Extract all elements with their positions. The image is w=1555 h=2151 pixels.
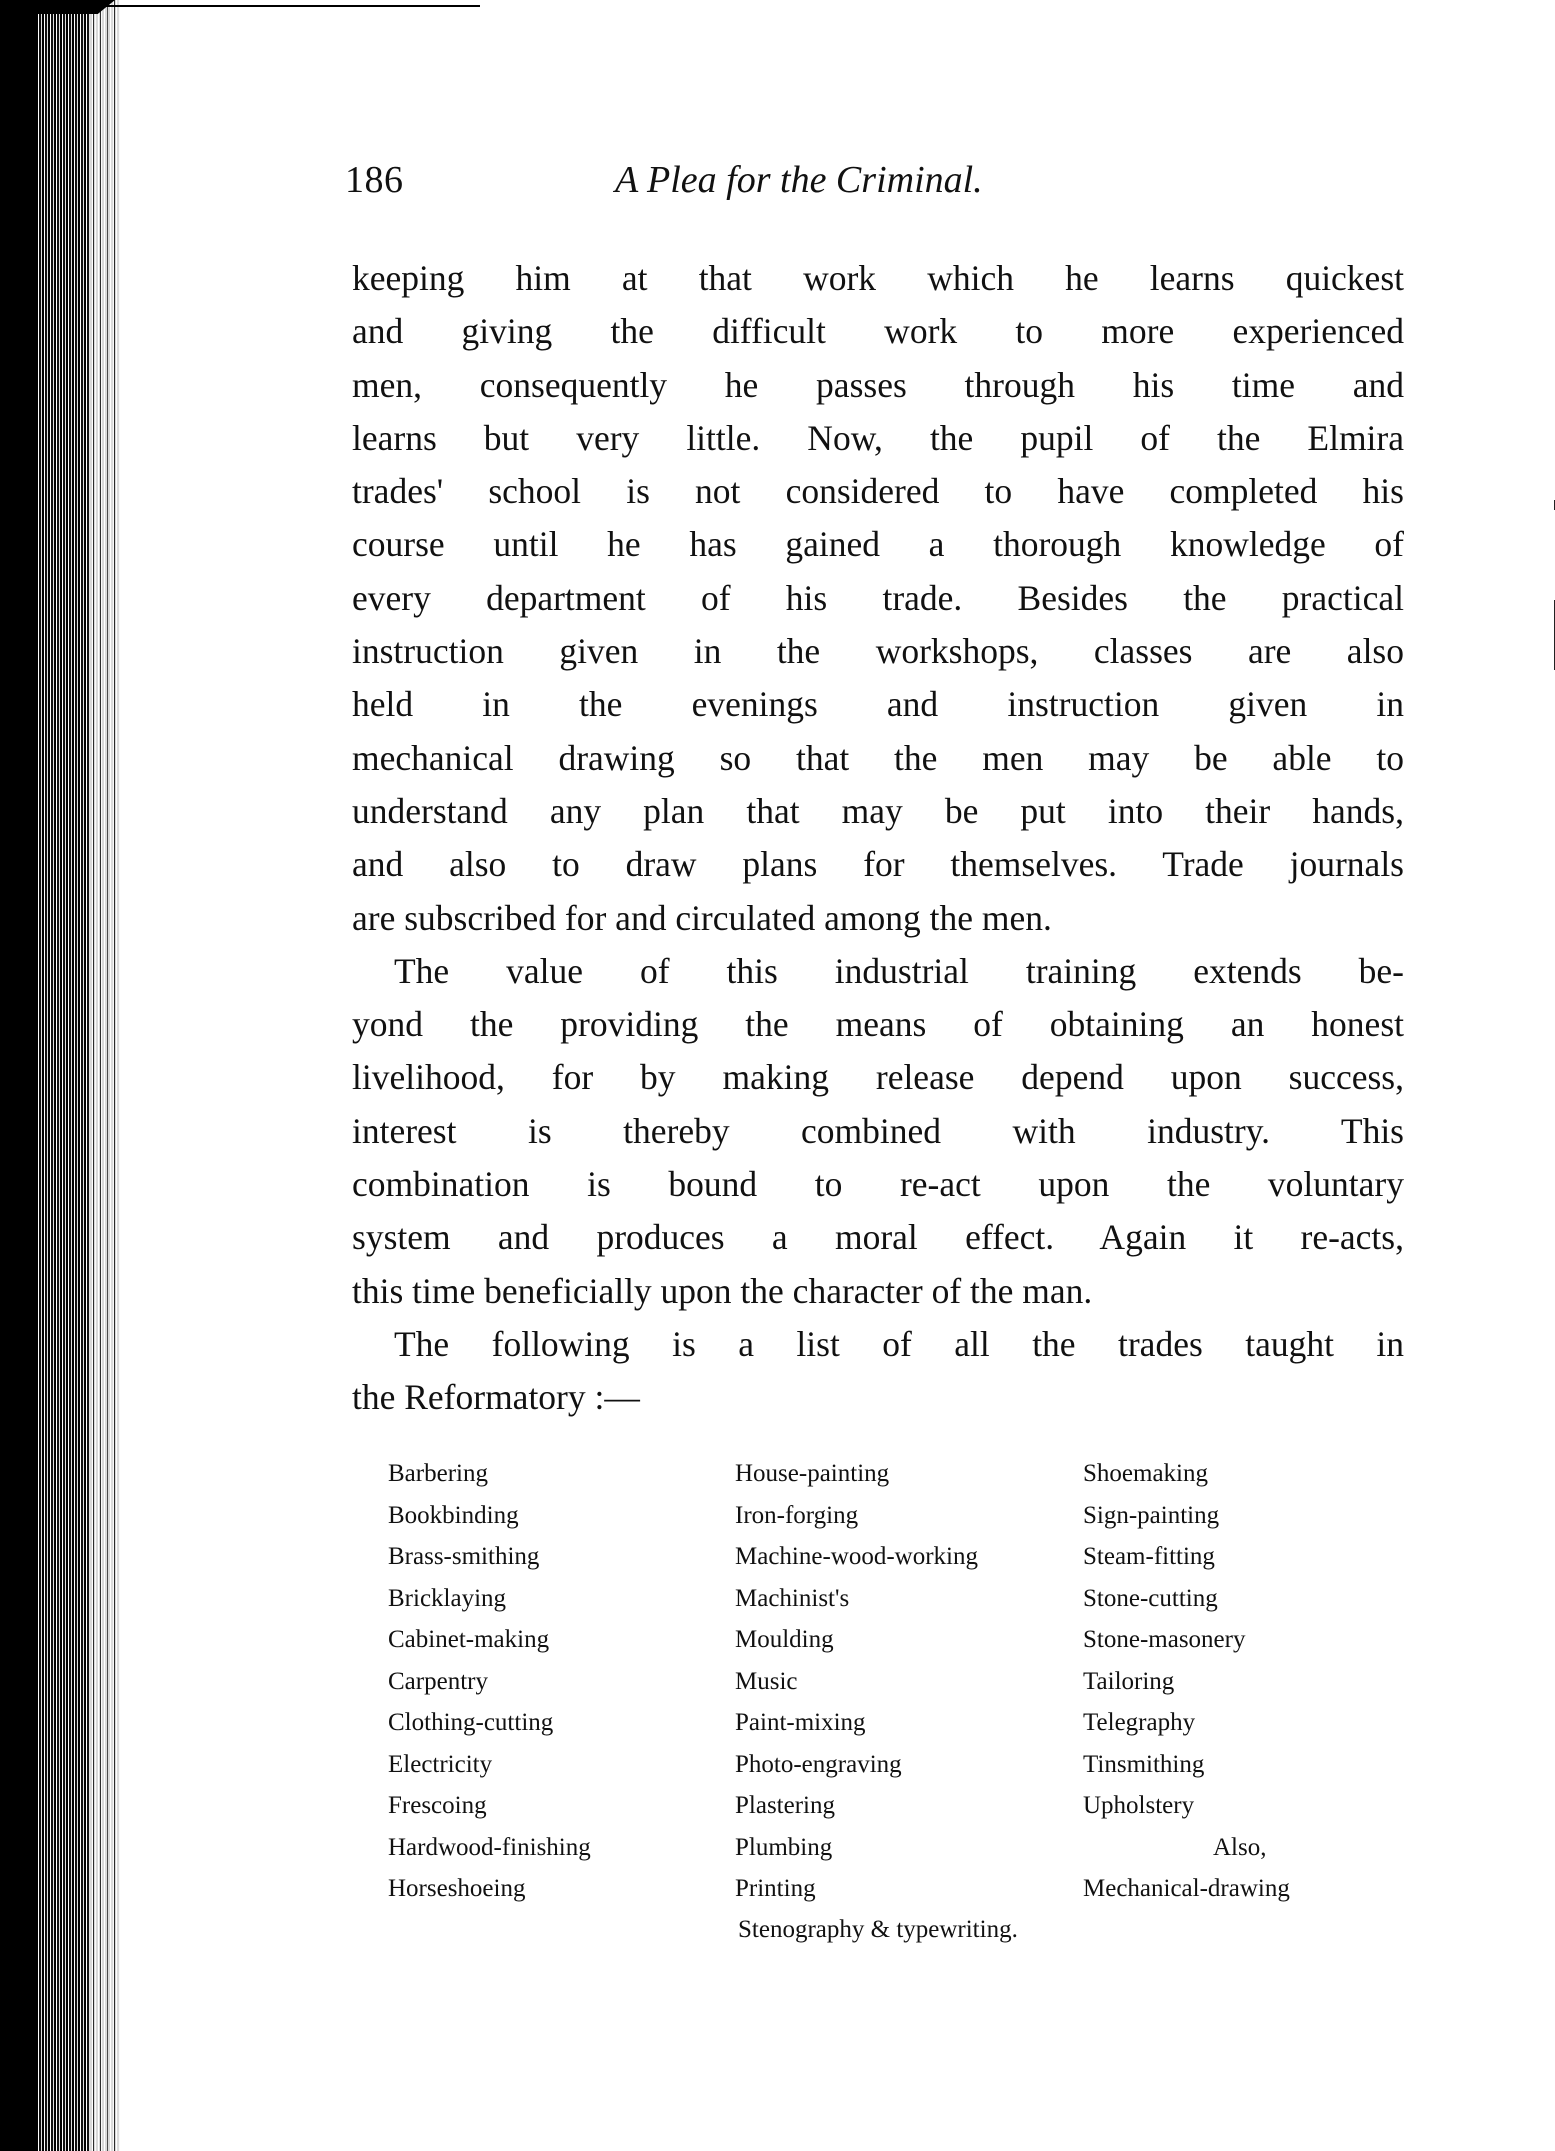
text-line: instruction given in the workshops, classes are also bbox=[352, 631, 1404, 672]
text-line: trades' school is not considered to have completed his bbox=[352, 471, 1404, 512]
text-line: held in the evenings and instruction given in bbox=[352, 684, 1404, 725]
trade-item: Bookbinding bbox=[388, 1501, 519, 1529]
trades-column-3 bbox=[1083, 1453, 1290, 1910]
running-header bbox=[345, 158, 1425, 218]
trade-item: Stone-masonery bbox=[1083, 1626, 1246, 1653]
text-line: learns but very little. Now, the pupil of the Elmira bbox=[352, 417, 1404, 458]
trade-item: Bricklaying bbox=[388, 1584, 507, 1612]
page-edge-stack bbox=[90, 0, 120, 2151]
text-line: mechanical drawing so that the men may be able to bbox=[352, 737, 1404, 778]
trade-item: House-painting bbox=[735, 1460, 890, 1487]
trade-item: Machinist's bbox=[735, 1584, 850, 1612]
trade-item: Barbering bbox=[388, 1460, 488, 1487]
trade-item: Carpentry bbox=[388, 1667, 488, 1695]
text-line: every department of his trade. Besides the practical bbox=[352, 577, 1404, 618]
text-line: are subscribed for and circulated among the men. bbox=[352, 897, 1052, 938]
page-number: 186 bbox=[345, 159, 404, 201]
book-spine-shadow bbox=[0, 0, 38, 2151]
trade-item: Photo-engraving bbox=[735, 1750, 902, 1778]
text-line: this time beneficially upon the character of the man. bbox=[352, 1270, 1093, 1311]
trade-item: Plastering bbox=[735, 1792, 835, 1819]
trade-item: Machine-wood-working bbox=[735, 1543, 978, 1570]
trade-item: Hardwood-finishing bbox=[388, 1833, 591, 1861]
trade-item: Mechanical-drawing bbox=[1083, 1875, 1290, 1902]
trade-item: Frescoing bbox=[388, 1792, 487, 1819]
trade-item-footer: Stenography & typewriting. bbox=[738, 1916, 1018, 1943]
trade-item: Electricity bbox=[388, 1750, 493, 1778]
trade-item: Clothing-cutting bbox=[388, 1709, 554, 1736]
trade-item: Telegraphy bbox=[1083, 1709, 1196, 1736]
trade-item: Tinsmithing bbox=[1083, 1750, 1205, 1778]
text-line: and also to draw plans for themselves. Trade journals bbox=[352, 844, 1404, 885]
trade-item: Cabinet-making bbox=[388, 1626, 550, 1653]
text-line: men, consequently he passes through his time and bbox=[352, 364, 1404, 405]
text-line: and giving the difficult work to more experienced bbox=[352, 311, 1404, 352]
text-line: course until he has gained a thorough knowledge of bbox=[352, 524, 1404, 565]
text-line: the Reformatory :— bbox=[352, 1377, 640, 1418]
paragraph-start-line: The following is a list of all the trades taught in bbox=[394, 1323, 1404, 1364]
trade-item: Music bbox=[735, 1667, 798, 1695]
text-line: livelihood, for by making release depend upon success, bbox=[352, 1057, 1404, 1098]
body-text bbox=[352, 252, 1404, 1425]
trade-item: Shoemaking bbox=[1083, 1460, 1208, 1487]
trade-item: Sign-painting bbox=[1083, 1501, 1220, 1529]
text-line: interest is thereby combined with industry. This bbox=[352, 1110, 1404, 1151]
running-title: A Plea for the Criminal. bbox=[615, 159, 983, 201]
also-label: Also, bbox=[1213, 1833, 1267, 1861]
trade-item: Brass-smithing bbox=[388, 1543, 540, 1570]
trade-item: Steam-fitting bbox=[1083, 1543, 1215, 1570]
trades-column-2 bbox=[735, 1453, 978, 1910]
text-line: yond the providing the means of obtaining an honest bbox=[352, 1004, 1404, 1045]
trade-item: Plumbing bbox=[735, 1833, 833, 1861]
trade-item: Stone-cutting bbox=[1083, 1584, 1218, 1612]
trade-item: Printing bbox=[735, 1875, 816, 1902]
top-corner-shadow bbox=[0, 0, 115, 14]
paragraph-start-line: The value of this industrial training extends be- bbox=[394, 950, 1404, 991]
text-line: system and produces a moral effect. Again it re-acts, bbox=[352, 1217, 1404, 1258]
trade-item: Moulding bbox=[735, 1626, 834, 1653]
text-line: keeping him at that work which he learns quickest bbox=[352, 258, 1404, 298]
trade-item: Tailoring bbox=[1083, 1667, 1175, 1695]
text-line: understand any plan that may be put into their hands, bbox=[352, 790, 1404, 831]
text-line: combination is bound to re-act upon the voluntary bbox=[352, 1164, 1404, 1205]
trade-item: Iron-forging bbox=[735, 1501, 859, 1529]
trade-item: Paint-mixing bbox=[735, 1709, 866, 1736]
trades-column-1 bbox=[388, 1453, 591, 1910]
trade-item: Horseshoeing bbox=[388, 1875, 526, 1902]
trade-item: Upholstery bbox=[1083, 1792, 1195, 1819]
